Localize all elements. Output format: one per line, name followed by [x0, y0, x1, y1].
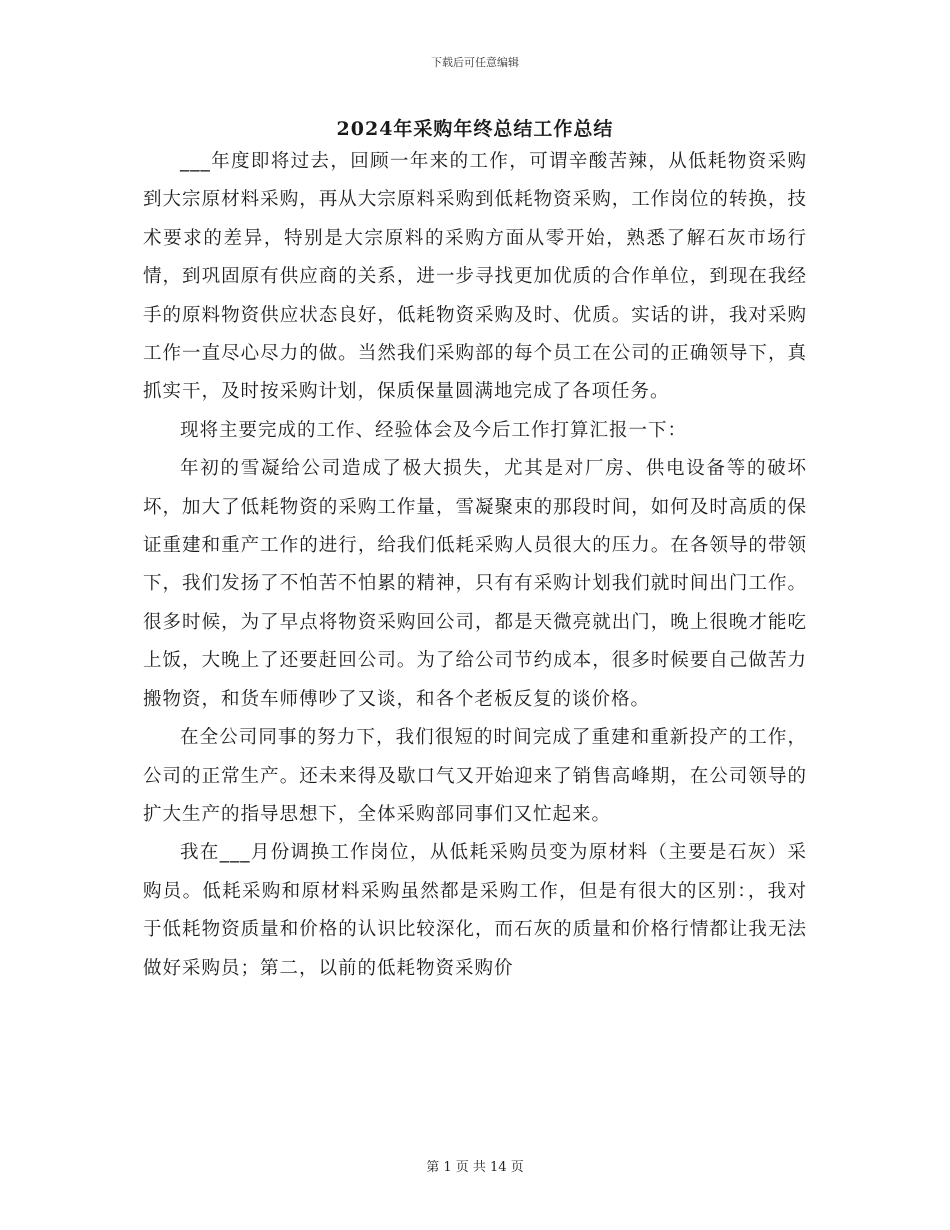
- paragraph-intro: ___年度即将过去，回顾一年来的工作，可谓辛酸苦辣，从低耗物资采购到大宗原材料采购，再从大宗原料采购到低耗物资采购，工作岗位的转换，技术要求的差异，特别是大宗原料的采购方面从零开始，熟悉了解石灰市场行情，到巩固原有供应商的关系，进一步寻找更加优质的合作单位，到现在我经手的原料物资供应状态良好，低耗物资采购及时、优质。实话的讲，我对采购工作一直尽心尽力的做。当然我们采购部的每个员工在公司的正确领导下，真抓实干，及时按采购计划，保质保量圆满地完成了各项任务。: [143, 151, 807, 403]
- paragraph-rebuild: 在全公司同事的努力下，我们很短的时间完成了重建和重新投产的工作，公司的正常生产。还未来得及歇口气又开始迎来了销售高峰期，在公司领导的扩大生产的指导思想下，全体采购部同事们又忙起来。: [143, 727, 807, 825]
- paragraph-position-change: 我在___月份调换工作岗位，从低耗采购员变为原材料（主要是石灰）采购员。低耗采购和原材料采购虽然都是采购工作，但是有很大的区别：，我对于低耗物资质量和价格的认识比较深化，而石灰的质量和价格行情都让我无法做好采购员；第二，以前的低耗物资采购价: [143, 842, 807, 979]
- page-header-note: 下载后可任意编辑: [431, 56, 519, 69]
- page-number: 第 1 页 共 14 页: [426, 1160, 524, 1175]
- document-body: [143, 143, 807, 988]
- paragraph-report-lead: 现将主要完成的工作、经验体会及今后工作打算汇报一下：: [180, 419, 688, 441]
- paragraph-snow-disaster: 年初的雪凝给公司造成了极大损失，尤其是对厂房、供电设备等的破坏坏，加大了低耗物资的采购工作量，雪凝聚束的那段时间，如何及时高质的保证重建和重产工作的进行，给我们低耗采购人员很大的压力。在各领导的带领下，我们发扬了不怕苦不怕累的精神，只有有采购计划我们就时间出门工作。很多时候，为了早点将物资采购回公司，都是天微亮就出门，晚上很晚才能吃上饭，大晚上了还要赶回公司。为了给公司节约成本，很多时候要自己做苦力搬物资，和货车师傅吵了又谈，和各个老板反复的谈价格。: [143, 458, 807, 710]
- document-title: 2024年采购年终总结工作总结: [336, 118, 614, 140]
